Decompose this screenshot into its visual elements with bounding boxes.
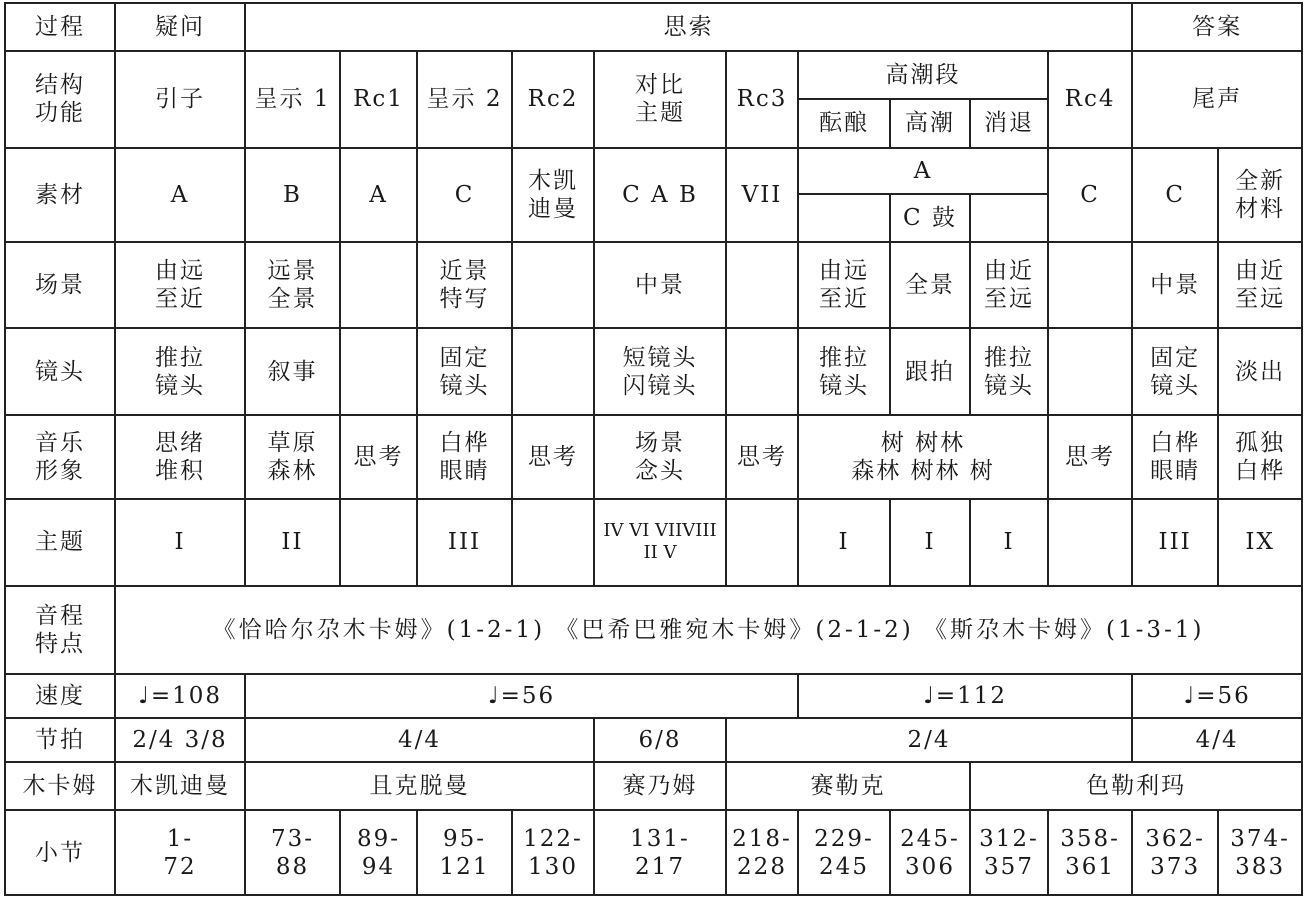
music-image-cell: 树 树林 森林 树林 树	[798, 415, 1048, 499]
row-material	[5, 148, 1302, 194]
music-image-cell: 思绪 堆积	[115, 415, 245, 499]
row-header-structure: 结构 功能	[5, 51, 115, 147]
row-header-tempo: 速度	[5, 674, 115, 718]
scene-cell: 全景	[890, 242, 970, 328]
scene-cell: 中景	[594, 242, 726, 328]
material-cell: 木凯 迪曼	[512, 148, 594, 242]
music-image-cell: 孤独 白桦	[1218, 415, 1302, 499]
music-image-cell: 思考	[512, 415, 594, 499]
camera-cell: 淡出	[1218, 328, 1302, 414]
music-image-cell: 白桦 眼睛	[417, 415, 512, 499]
music-image-cell: 思考	[340, 415, 417, 499]
material-cell: C A B	[594, 148, 726, 242]
camera-cell: 推拉 镜头	[970, 328, 1048, 414]
scene-cell: 近景 特写	[417, 242, 512, 328]
row-meter	[5, 718, 1302, 762]
camera-cell: 固定 镜头	[1132, 328, 1218, 414]
structure-exposition-2: 呈示 2	[417, 51, 512, 147]
camera-cell: 推拉 镜头	[115, 328, 245, 414]
theme-cell: III	[1132, 499, 1218, 585]
meter-cell: 6/8	[594, 718, 726, 762]
process-answer: 答案	[1132, 3, 1302, 51]
muqam-cell: 木凯迪曼	[115, 762, 245, 810]
structure-brewing: 酝酿	[798, 99, 890, 147]
theme-cell: IV VI VIIVIII II V	[594, 499, 726, 585]
row-bars	[5, 810, 1302, 895]
meter-cell: 2/4 3/8	[115, 718, 245, 762]
row-header-camera: 镜头	[5, 328, 115, 414]
camera-cell: 推拉 镜头	[798, 328, 890, 414]
row-scene	[5, 242, 1302, 328]
material-empty-cell	[798, 194, 890, 242]
bars-cell: 229- 245	[798, 810, 890, 895]
camera-cell: 短镜头 闪镜头	[594, 328, 726, 414]
row-header-meter: 节拍	[5, 718, 115, 762]
material-drum: C 鼓	[890, 194, 970, 242]
structure-analysis-table	[4, 2, 1303, 896]
theme-cell: I	[115, 499, 245, 585]
row-interval	[5, 586, 1302, 674]
row-header-theme: 主题	[5, 499, 115, 585]
music-image-cell: 思考	[1048, 415, 1132, 499]
structure-rc2: Rc2	[512, 51, 594, 147]
row-header-material: 素材	[5, 148, 115, 242]
row-structure	[5, 51, 1302, 99]
material-cell: C	[1132, 148, 1218, 242]
structure-rc4: Rc4	[1048, 51, 1132, 147]
row-header-bars: 小节	[5, 810, 115, 895]
theme-cell	[1048, 499, 1132, 585]
music-image-cell: 草原 森林	[245, 415, 340, 499]
tempo-cell: ♩=56	[1132, 674, 1302, 718]
scene-cell	[726, 242, 798, 328]
row-muqam	[5, 762, 1302, 810]
muqam-cell: 且克脱曼	[245, 762, 594, 810]
theme-cell	[726, 499, 798, 585]
bars-cell: 218- 228	[726, 810, 798, 895]
structure-exposition-1: 呈示 1	[245, 51, 340, 147]
process-thinking: 思索	[245, 3, 1132, 51]
bars-cell: 358- 361	[1048, 810, 1132, 895]
scene-cell: 中景	[1132, 242, 1218, 328]
bars-cell: 374- 383	[1218, 810, 1302, 895]
music-image-cell: 白桦 眼睛	[1132, 415, 1218, 499]
material-cell: A	[340, 148, 417, 242]
bars-cell: 1- 72	[115, 810, 245, 895]
theme-cell	[340, 499, 417, 585]
structure-rc1: Rc1	[340, 51, 417, 147]
tempo-cell: ♩=108	[115, 674, 245, 718]
meter-cell: 4/4	[245, 718, 594, 762]
bars-cell: 95- 121	[417, 810, 512, 895]
bars-cell: 245- 306	[890, 810, 970, 895]
bars-cell: 89- 94	[340, 810, 417, 895]
scene-cell	[1048, 242, 1132, 328]
row-header-muqam: 木卡姆	[5, 762, 115, 810]
material-cell: C	[417, 148, 512, 242]
music-image-cell: 思考	[726, 415, 798, 499]
bars-cell: 73- 88	[245, 810, 340, 895]
row-process	[5, 3, 1302, 51]
theme-cell: I	[890, 499, 970, 585]
music-image-cell: 场景 念头	[594, 415, 726, 499]
bars-cell: 122- 130	[512, 810, 594, 895]
theme-cell: IX	[1218, 499, 1302, 585]
scene-cell: 由近 至远	[970, 242, 1048, 328]
material-empty-cell	[970, 194, 1048, 242]
row-theme	[5, 499, 1302, 585]
material-cell: VII	[726, 148, 798, 242]
scene-cell: 由近 至远	[1218, 242, 1302, 328]
structure-coda: 尾声	[1132, 51, 1302, 147]
meter-cell: 4/4	[1132, 718, 1302, 762]
structure-contrast-theme: 对比 主题	[594, 51, 726, 147]
scene-cell	[340, 242, 417, 328]
row-header-music-image: 音乐 形象	[5, 415, 115, 499]
meter-cell: 2/4	[726, 718, 1132, 762]
muqam-cell: 色勒利玛	[970, 762, 1302, 810]
row-camera	[5, 328, 1302, 414]
structure-fading: 消退	[970, 99, 1048, 147]
material-cell: A	[115, 148, 245, 242]
bars-cell: 362- 373	[1132, 810, 1218, 895]
muqam-cell: 赛乃姆	[594, 762, 726, 810]
material-cell: C	[1048, 148, 1132, 242]
structure-climax: 高潮	[890, 99, 970, 147]
row-header-process: 过程	[5, 3, 115, 51]
scene-cell: 由远 至近	[798, 242, 890, 328]
theme-cell: I	[970, 499, 1048, 585]
camera-cell: 叙事	[245, 328, 340, 414]
theme-cell: III	[417, 499, 512, 585]
scene-cell	[512, 242, 594, 328]
row-header-interval: 音程 特点	[5, 586, 115, 674]
camera-cell: 跟拍	[890, 328, 970, 414]
muqam-cell: 赛勒克	[726, 762, 970, 810]
theme-cell	[512, 499, 594, 585]
camera-cell	[726, 328, 798, 414]
process-question: 疑问	[115, 3, 245, 51]
scene-cell: 由远 至近	[115, 242, 245, 328]
tempo-cell: ♩=56	[245, 674, 798, 718]
structure-intro: 引子	[115, 51, 245, 147]
row-tempo	[5, 674, 1302, 718]
structure-climax-section: 高潮段	[798, 51, 1048, 99]
structure-rc3: Rc3	[726, 51, 798, 147]
row-header-scene: 场景	[5, 242, 115, 328]
camera-cell: 固定 镜头	[417, 328, 512, 414]
interval-description: 《恰哈尔尕木卡姆》(1-2-1) 《巴希巴雅宛木卡姆》(2-1-2) 《斯尕木卡姆》(1-3-1)	[115, 586, 1302, 674]
scene-cell: 远景 全景	[245, 242, 340, 328]
material-cell: B	[245, 148, 340, 242]
theme-cell: II	[245, 499, 340, 585]
bars-cell: 131- 217	[594, 810, 726, 895]
tempo-cell: ♩=112	[798, 674, 1132, 718]
theme-cell: I	[798, 499, 890, 585]
material-cell: A	[798, 148, 1048, 194]
bars-cell: 312- 357	[970, 810, 1048, 895]
camera-cell	[340, 328, 417, 414]
camera-cell	[512, 328, 594, 414]
material-cell: 全新 材料	[1218, 148, 1302, 242]
row-music-image	[5, 415, 1302, 499]
camera-cell	[1048, 328, 1132, 414]
